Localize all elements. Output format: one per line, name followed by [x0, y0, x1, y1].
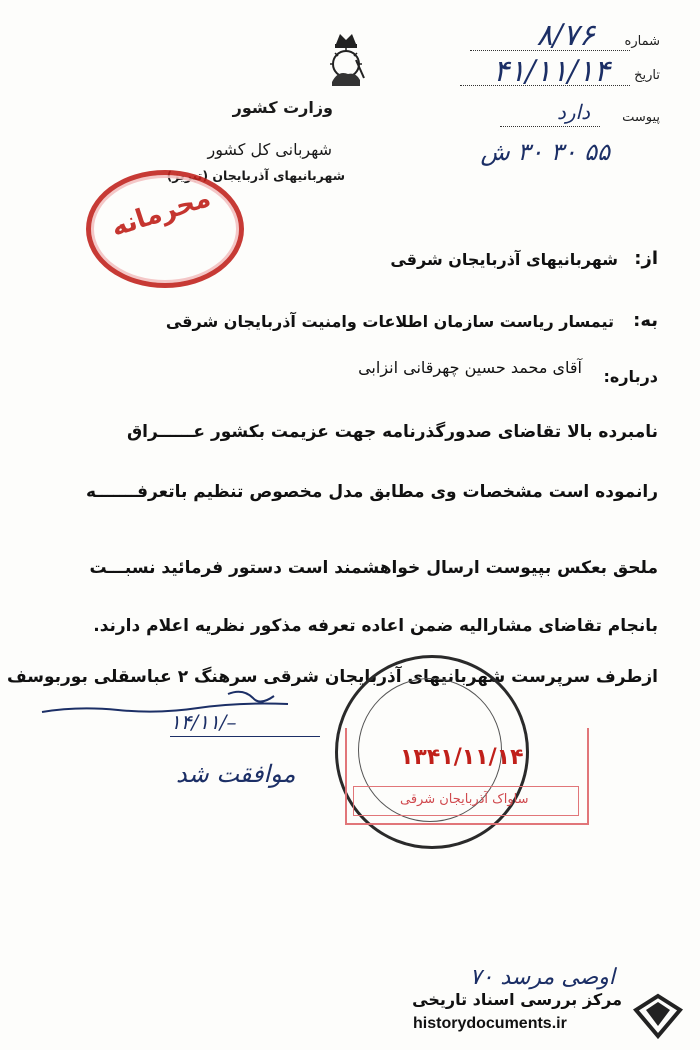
- number-label: شماره: [624, 34, 660, 49]
- number-value: ۸/۷۶: [536, 18, 595, 53]
- sub-department-title: شهربانیهای آذربایجان (تبریز): [166, 168, 345, 183]
- attachment-value: دارد: [556, 100, 590, 124]
- body-line-2: رانموده است مشخصات وی مطابق مدل مخصوص تنظیم باتعرفـــــــه: [85, 482, 658, 502]
- date-stamp: [345, 728, 589, 825]
- body-line-1: نامبرده بالا تقاضای صدورگذرنامه جهت عزیمت بکشور عــــــراق: [126, 422, 658, 442]
- watermark-title: مرکز بررسی اسناد تاریخی: [412, 990, 622, 1009]
- subject-text: آقای محمد حسین چهرقانی انزابی: [358, 358, 582, 377]
- to-label: به:: [633, 310, 658, 331]
- to-text: تیمسار ریاست سازمان اطلاعات وامنیت آذربایجان شرقی: [165, 312, 614, 331]
- watermark-logo-icon: [630, 990, 686, 1040]
- department-title: شهربانی کل کشور: [207, 140, 332, 159]
- date-value: ۴۱/۱۱/۱۴: [493, 54, 610, 89]
- body-line-5: ازطرف سرپرست شهربانیهای آذربایجان شرقی سرهنگ ۲ عباسقلی بوربوسف: [7, 667, 658, 687]
- attachment-line: [500, 126, 600, 127]
- approval-note: موافقت شد: [176, 760, 296, 788]
- date-note-underline: [170, 736, 320, 737]
- emblem-icon: [322, 30, 370, 92]
- from-label: از:: [634, 248, 658, 269]
- body-line-3: ملحق بعکس بپیوست ارسال خواهشمند است دستور فرمائید نسبـــت: [89, 558, 658, 578]
- date-note: ۱۴/۱۱/–: [170, 710, 237, 734]
- date-label: تاریخ: [634, 68, 660, 83]
- subject-label: درباره:: [603, 367, 658, 386]
- bottom-note: اوصی مرسد ۷۰: [469, 965, 615, 990]
- attachment-label: پیوست: [622, 110, 660, 125]
- date-stamp-date: ۱۳۴۱/۱۱/۱۴: [400, 745, 524, 770]
- handwritten-ref: ۵۵ ۳۰ ۳۰ ش: [480, 138, 610, 166]
- ministry-title: وزارت کشور: [232, 98, 333, 117]
- confidential-stamp-text: محرمانه: [107, 182, 215, 244]
- body-line-4: بانجام تقاضای مشارالیه ضمن اعاده تعرفه مذکور نظریه اعلام دارند.: [93, 616, 658, 636]
- watermark-url: historydocuments.ir: [413, 1015, 567, 1032]
- from-text: شهربانیهای آذربایجان شرقی: [390, 250, 618, 269]
- date-stamp-text: ساواک آذربایجان شرقی: [400, 792, 529, 807]
